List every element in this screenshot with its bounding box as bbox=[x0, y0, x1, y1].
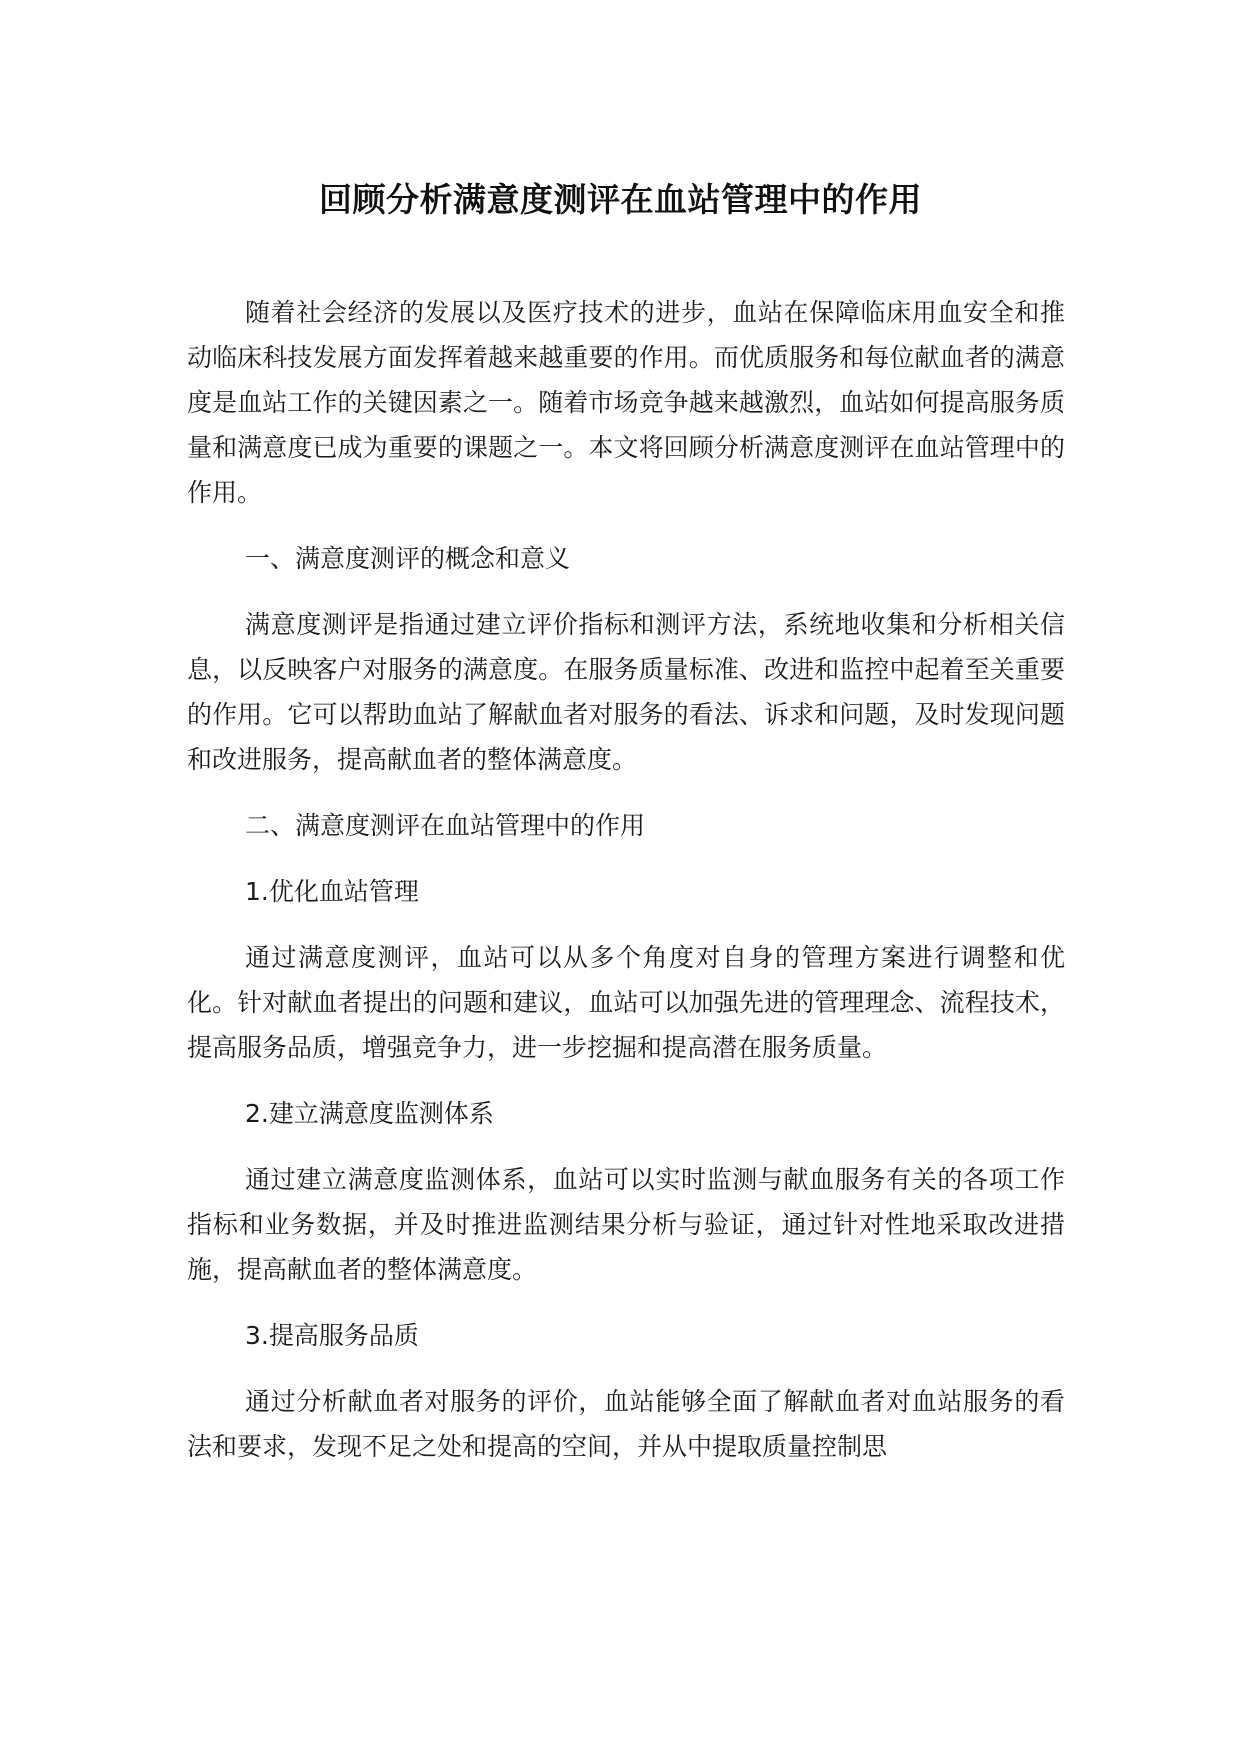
service-quality-paragraph: 通过分析献血者对服务的评价，血站能够全面了解献血者对血站服务的看法和要求，发现不足之处和提高的空间，并从中提取质量控制思 bbox=[187, 1387, 1065, 1461]
subheading-service-quality: 3.提高服务品质 bbox=[245, 1321, 419, 1350]
section-heading-role: 二、满意度测评在血站管理中的作用 bbox=[245, 811, 646, 840]
subheading-monitoring-system: 2.建立满意度监测体系 bbox=[245, 1099, 494, 1128]
optimize-management-paragraph: 通过满意度测评，血站可以从多个角度对自身的管理方案进行调整和优化。针对献血者提出的问题和建议，血站可以加强先进的管理理念、流程技术，提高服务品质，增强竞争力，进一步挖掘和提高潜在服务质量。 bbox=[187, 943, 1065, 1062]
intro-paragraph: 随着社会经济的发展以及医疗技术的进步，血站在保障临床用血安全和推动临床科技发展方面发挥着越来越重要的作用。而优质服务和每位献血者的满意度是血站工作的关键因素之一。随着市场竞争越来越激烈，血站如何提高服务质量和满意度已成为重要的课题之一。本文将回顾分析满意度测评在血站管理中的作用。 bbox=[187, 298, 1065, 507]
document-title: 回顾分析满意度测评在血站管理中的作用 bbox=[319, 180, 922, 219]
subheading-optimize-management: 1.优化血站管理 bbox=[245, 877, 419, 906]
document-body bbox=[187, 290, 1065, 1490]
concept-paragraph: 满意度测评是指通过建立评价指标和测评方法，系统地收集和分析相关信息，以反映客户对服务的满意度。在服务质量标准、改进和监控中起着至关重要的作用。它可以帮助血站了解献血者对服务的看法、诉求和问题，及时发现问题和改进服务，提高献血者的整体满意度。 bbox=[187, 610, 1065, 774]
section-heading-concept: 一、满意度测评的概念和意义 bbox=[245, 544, 571, 573]
monitoring-system-paragraph: 通过建立满意度监测体系，血站可以实时监测与献血服务有关的各项工作指标和业务数据，并及时推进监测结果分析与验证，通过针对性地采取改进措施，提高献血者的整体满意度。 bbox=[187, 1165, 1065, 1284]
